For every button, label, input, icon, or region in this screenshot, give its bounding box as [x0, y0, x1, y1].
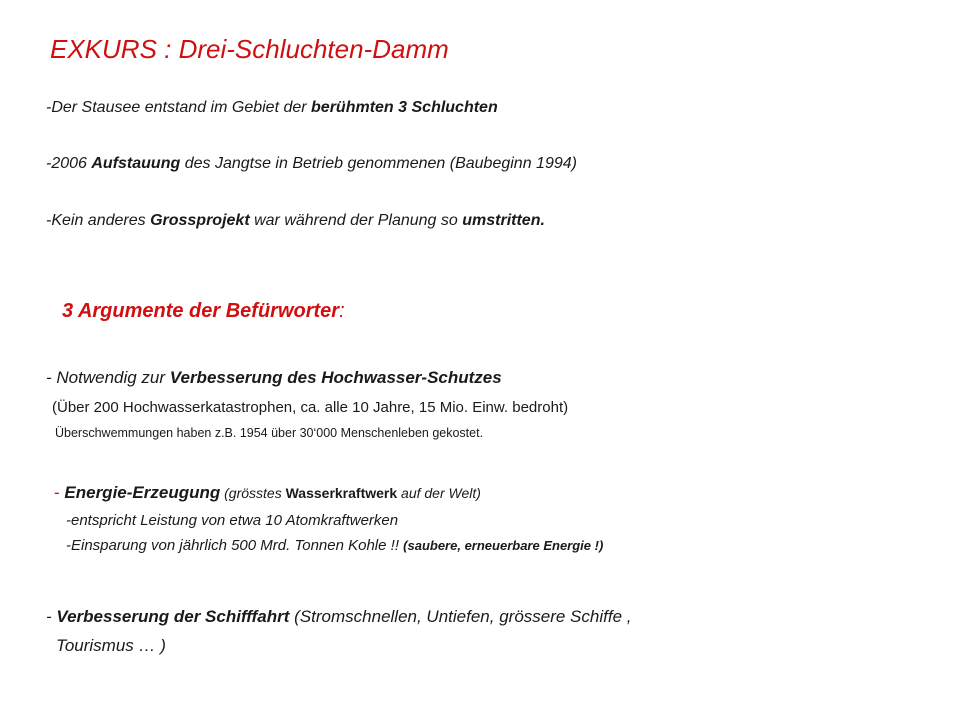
argument-2-sub-1: -entspricht Leistung von etwa 10 Atomkraftwerken	[66, 512, 399, 529]
arguments-heading	[62, 300, 345, 323]
intro-line-1	[46, 99, 498, 117]
intro-line-3	[46, 212, 545, 230]
argument-2-dash: -	[54, 483, 65, 502]
argument-1-note-1: (Über 200 Hochwasserkatastrophen, ca. alle 10 Jahre, 15 Mio. Einw. bedroht)	[52, 399, 569, 416]
argument-2-sub-2	[66, 537, 603, 554]
intro-1-bold: berühmten 3 Schluchten	[311, 99, 498, 116]
argument-2-sub-2-prefix: -Einsparung von jährlich 500 Mrd. Tonnen Kohle !!	[66, 537, 404, 554]
argument-2	[54, 483, 481, 503]
argument-2-paren-bold: Wasserkraftwerk	[285, 485, 398, 501]
intro-2-prefix: -2006	[46, 155, 92, 172]
argument-1-bold: Verbesserung des Hochwasser-Schutzes	[169, 368, 502, 387]
arguments-heading-text: 3 Argumente der Befürworter	[62, 300, 340, 322]
intro-2-suffix: des Jangtse in Betrieb genommenen (Baubeginn 1994)	[180, 155, 577, 172]
intro-3-bold: Grossprojekt	[150, 212, 250, 229]
intro-3-end: .	[540, 212, 545, 229]
argument-2-paren-close: auf der Welt)	[397, 485, 481, 501]
argument-3-suffix: (Stromschnellen, Untiefen, grössere Schiffe ,	[289, 607, 632, 626]
argument-2-bold: Energie-Erzeugung	[64, 483, 221, 502]
intro-3-bold2: umstritten	[462, 212, 541, 229]
argument-3-line-2: Tourismus … )	[56, 636, 166, 655]
argument-1-prefix: - Notwendig zur	[46, 368, 170, 387]
intro-3-suffix: war während der Planung so	[249, 212, 463, 229]
argument-2-paren-open: (grösstes	[220, 485, 286, 501]
intro-2-bold: Aufstauung	[91, 155, 181, 172]
argument-1	[46, 368, 502, 388]
slide-title: EXKURS : Drei-Schluchten-Damm	[50, 34, 449, 64]
argument-2-sub-2-bold: (saubere, erneuerbare Energie !)	[403, 538, 604, 553]
intro-1-prefix: -Der Stausee entstand im Gebiet der	[46, 99, 312, 116]
intro-3-prefix: -Kein anderes	[46, 212, 151, 229]
argument-1-note-2: Überschwemmungen haben z.B. 1954 über 30‘000 Menschenleben gekostet.	[55, 426, 484, 440]
argument-3	[46, 607, 631, 627]
intro-line-2	[46, 155, 577, 173]
argument-3-bold: Verbesserung der Schifffahrt	[56, 607, 290, 626]
arguments-heading-colon: :	[339, 300, 345, 322]
argument-3-prefix: -	[46, 607, 57, 626]
